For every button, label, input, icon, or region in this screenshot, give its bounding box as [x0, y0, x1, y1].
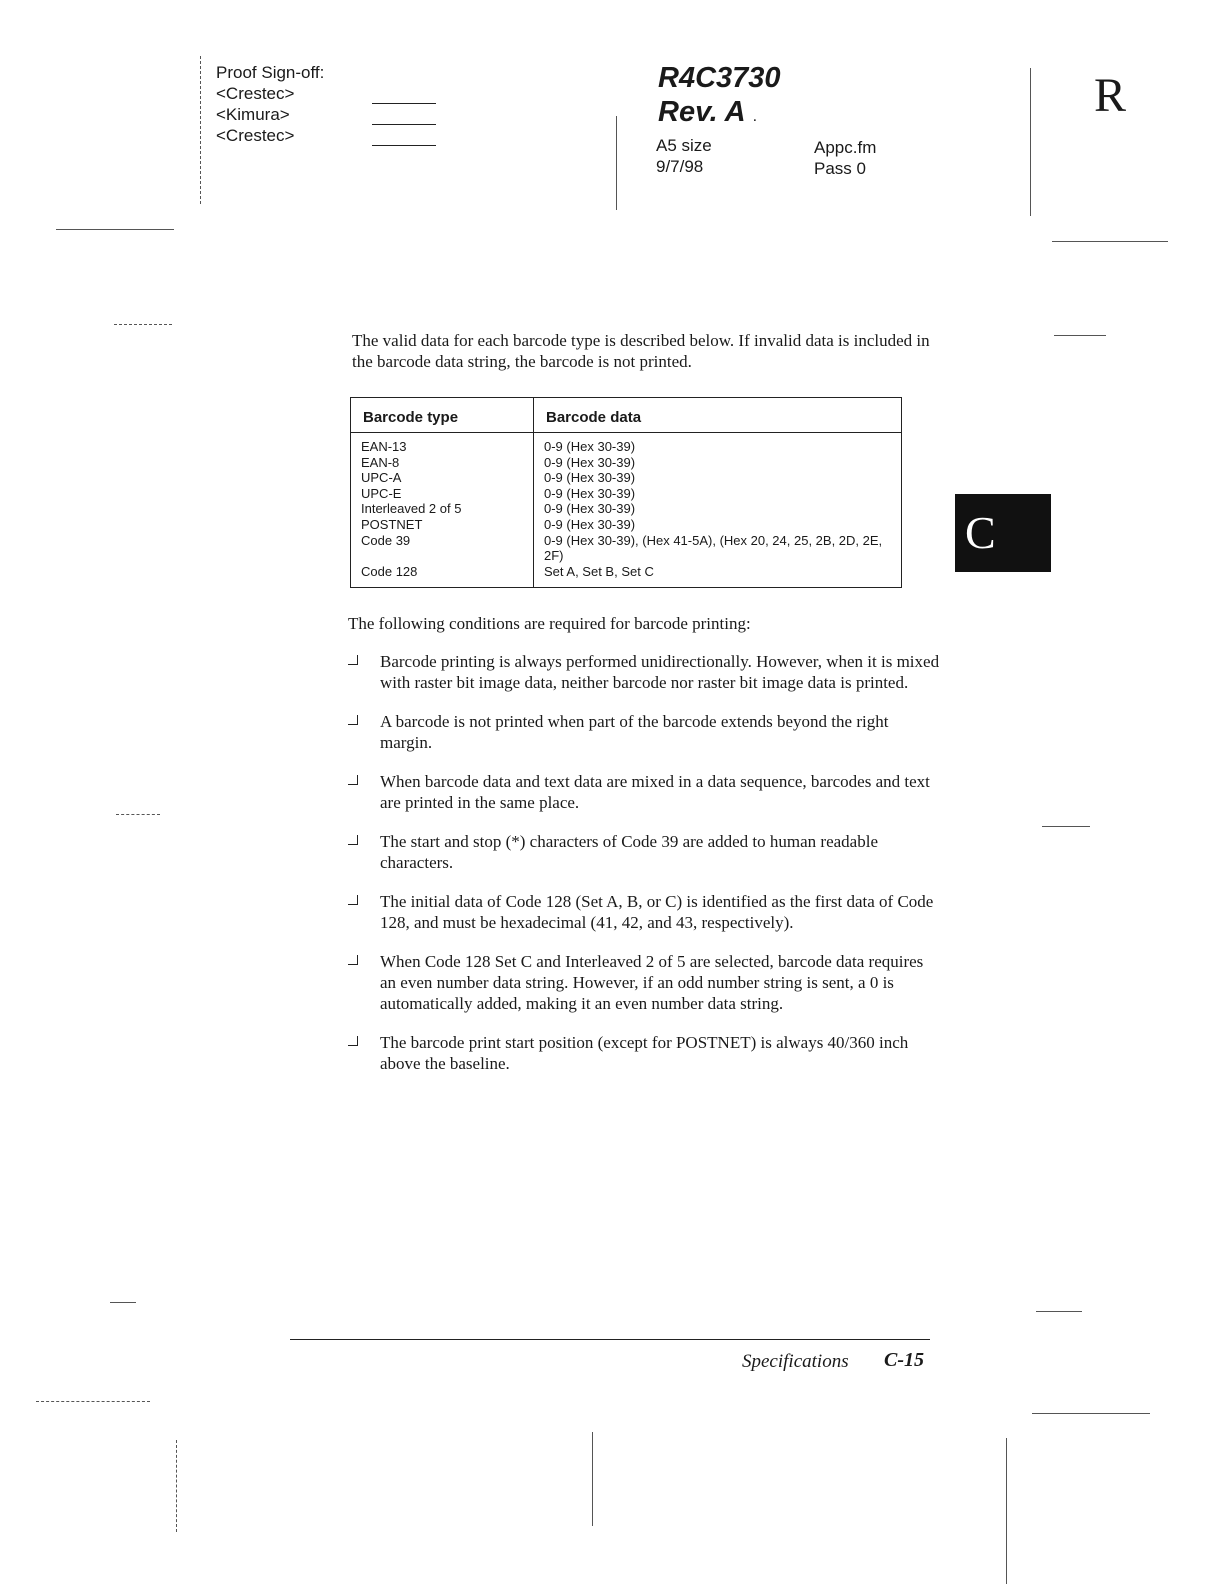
barcode-data: 0-9 (Hex 30-39), (Hex 41-5A), (Hex 20, 24, 25, 2B, 2D, 2E, 2F) — [544, 532, 883, 564]
crop-mark — [616, 116, 617, 210]
barcode-type-cell — [351, 433, 534, 588]
condition-text: When barcode data and text data are mixed in a data sequence, barcodes and text are printed in the same place. — [380, 772, 930, 812]
signature-line — [372, 124, 436, 125]
revision-dot: . — [752, 108, 758, 125]
condition-text: When Code 128 Set C and Interleaved 2 of 5 are selected, barcode data requires an even number data string. However, if an odd number string is sent, a 0 is automatically added, making it an even number data string. — [380, 952, 924, 1013]
list-item — [340, 651, 940, 693]
signature-line — [372, 145, 436, 146]
proof-name: <Crestec> — [216, 126, 295, 145]
barcode-type: Interleaved 2 of 5 — [361, 501, 462, 517]
crop-mark — [114, 324, 172, 325]
paper-size: A5 size — [656, 136, 712, 155]
crop-mark — [110, 1302, 136, 1303]
barcode-data: 0-9 (Hex 30-39) — [544, 485, 636, 501]
date: 9/7/98 — [656, 157, 704, 176]
barcode-table — [350, 397, 902, 588]
checkbox-bullet-icon — [348, 1036, 358, 1046]
barcode-type: POSTNET — [361, 516, 423, 532]
crop-mark — [1054, 335, 1106, 336]
checkbox-bullet-icon — [348, 835, 358, 845]
checkbox-bullet-icon — [348, 895, 358, 905]
list-item — [340, 711, 940, 753]
barcode-type: Code 128 — [361, 563, 418, 579]
crop-mark — [1006, 1438, 1007, 1584]
barcode-type: EAN-8 — [361, 454, 400, 470]
crop-mark — [36, 1401, 150, 1402]
barcode-type: Code 39 — [361, 532, 411, 548]
barcode-data: 0-9 (Hex 30-39) — [544, 501, 636, 517]
barcode-data: 0-9 (Hex 30-39) — [544, 516, 636, 532]
intro-paragraph: The valid data for each barcode type is described below. If invalid data is included in the barcode data string, the barcode is not printed. — [352, 331, 930, 371]
proof-name: <Kimura> — [216, 105, 290, 124]
revision: Rev. A — [658, 96, 745, 128]
list-item — [340, 831, 940, 873]
condition-text: A barcode is not printed when part of the barcode extends beyond the right margin. — [380, 712, 889, 752]
column-header-data: Barcode data — [534, 398, 902, 433]
revision-label — [658, 96, 757, 133]
signature-line — [372, 103, 436, 104]
condition-text: Barcode printing is always performed unidirectionally. However, when it is mixed with raster bit image data, neither barcode nor raster bit image data is printed. — [380, 652, 940, 692]
checkbox-bullet-icon — [348, 715, 358, 725]
barcode-data-cell — [534, 433, 902, 588]
crop-mark — [1042, 826, 1090, 827]
proof-signoff — [216, 62, 324, 146]
column-header-type: Barcode type — [351, 398, 534, 433]
file-name: Appc.fm — [814, 138, 877, 157]
conditions-intro: The following conditions are required for barcode printing: — [348, 614, 751, 633]
list-item — [340, 891, 940, 933]
section-mark: R — [1094, 69, 1127, 122]
checkbox-bullet-icon — [348, 775, 358, 785]
barcode-type: UPC-E — [361, 485, 402, 501]
crop-mark — [1052, 241, 1168, 242]
footer-rule — [290, 1339, 930, 1340]
condition-text: The start and stop (*) characters of Code 39 are added to human readable characters. — [380, 832, 878, 872]
crop-mark — [1036, 1311, 1082, 1312]
list-item — [340, 771, 940, 813]
crop-mark — [176, 1440, 177, 1532]
proof-title: Proof Sign-off: — [216, 63, 325, 82]
crop-mark — [56, 229, 174, 230]
barcode-data: Set A, Set B, Set C — [544, 563, 654, 579]
barcode-type: EAN-13 — [361, 439, 407, 454]
footer-section-title: Specifications — [742, 1351, 849, 1372]
barcode-data: 0-9 (Hex 30-39) — [544, 454, 636, 470]
conditions-list — [340, 651, 940, 1092]
table-header-row — [351, 398, 902, 433]
crop-mark — [200, 56, 201, 204]
list-item — [340, 1032, 940, 1074]
condition-text: The barcode print start position (except for POSTNET) is always 40/360 inch above the baseline. — [380, 1033, 909, 1073]
document-code: R4C3730 — [658, 62, 781, 94]
chapter-tab: C — [955, 494, 1051, 572]
barcode-type: UPC-A — [361, 470, 402, 486]
pass: Pass 0 — [814, 159, 866, 178]
barcode-type — [361, 548, 523, 564]
table-row — [351, 433, 902, 588]
crop-mark — [592, 1432, 593, 1526]
crop-mark — [116, 814, 160, 815]
checkbox-bullet-icon — [348, 955, 358, 965]
crop-mark — [1032, 1413, 1150, 1414]
barcode-data: 0-9 (Hex 30-39) — [544, 470, 636, 486]
proof-name: <Crestec> — [216, 84, 295, 103]
barcode-data: 0-9 (Hex 30-39) — [544, 439, 636, 454]
checkbox-bullet-icon — [348, 655, 358, 665]
condition-text: The initial data of Code 128 (Set A, B, or C) is identified as the first data of Code 128, and must be hexadecimal (41, 42, and 43, respectively). — [380, 892, 934, 932]
page-number: C-15 — [884, 1349, 924, 1371]
list-item — [340, 951, 940, 1014]
crop-mark — [1030, 68, 1031, 216]
